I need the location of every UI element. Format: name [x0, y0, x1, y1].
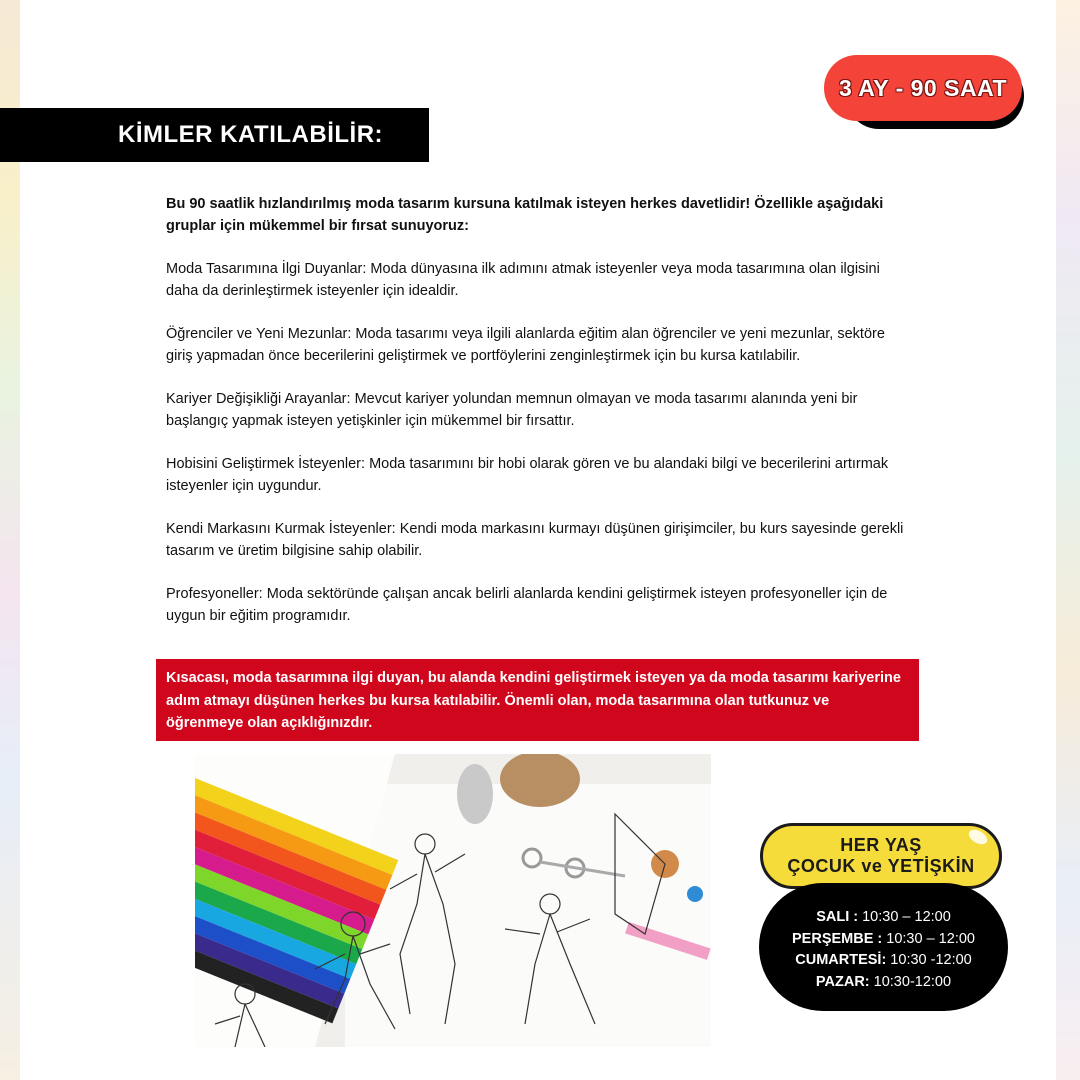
content-body	[166, 193, 914, 648]
age-badge-line1: HER YAŞ	[840, 835, 922, 855]
section-title: KİMLER KATILABİLİR:	[118, 121, 384, 148]
duration-badge-label: 3 AY - 90 SAAT	[838, 74, 1008, 101]
duration-badge-pill	[824, 55, 1022, 121]
schedule-day: SALI :	[816, 909, 859, 925]
schedule-time: 10:30 – 12:00	[882, 930, 975, 947]
schedule-row	[795, 950, 972, 972]
schedule-time: 10:30-12:00	[869, 973, 952, 990]
group-paragraph: Moda Tasarımına İlgi Duyanlar: Moda dünyasına ilk adımını atmak isteyenler veya moda tasarımına olan ilgisini daha da derinleştirmek isteyenler için idealdir.	[166, 261, 880, 299]
watercolor-border-right	[1056, 0, 1080, 1080]
age-badge-line2: ÇOCUK ve YETİŞKİN	[787, 856, 975, 876]
schedule-time: 10:30 -12:00	[886, 952, 972, 968]
duration-badge	[824, 55, 1024, 125]
schedule-day: PERŞEMBE :	[792, 930, 883, 947]
fashion-sketch-photo	[195, 754, 711, 1047]
schedule-row	[792, 929, 975, 951]
intro-paragraph: Bu 90 saatlik hızlandırılmış moda tasarım kursuna katılmak isteyen herkes davetlidir! Özellikle aşağıdaki gruplar için mükemmel bir fırsat sunuyoruz:	[166, 196, 884, 234]
age-badge	[760, 823, 1002, 889]
watercolor-border-left	[0, 0, 20, 1080]
schedule-day: CUMARTESİ:	[795, 952, 887, 968]
summary-box	[156, 659, 919, 741]
schedule-row	[816, 972, 951, 994]
group-paragraph: Hobisini Geliştirmek İsteyenler: Moda tasarımını bir hobi olarak gören ve bu alandaki bilgi ve becerilerini artırmak isteyenler için uygundur.	[166, 456, 889, 494]
schedule-day: PAZAR:	[815, 973, 870, 990]
section-title-bar	[0, 108, 429, 162]
group-paragraph: Profesyoneller: Moda sektöründe çalışan ancak belirli alanlarda kendini geliştirmek isteyen profesyoneller için de uygun bir eğitim programıdır.	[166, 586, 888, 624]
group-paragraph: Öğrenciler ve Yeni Mezunlar: Moda tasarımı veya ilgili alanlarda eğitim alan öğrenciler ve yeni mezunlar, sektöre giriş yapmadan önce becerilerini geliştirmek ve portföylerini zenginleştirmek için bu kursa katılabilir.	[166, 326, 885, 364]
schedule-box	[759, 883, 1008, 1011]
group-paragraph: Kariyer Değişikliği Arayanlar: Mevcut kariyer yolundan memnun olmayan ve moda tasarımı alanında yeni bir başlangıç yapmak isteyen yetişkinler için mükemmel bir fırsattır.	[166, 391, 858, 429]
schedule-time: 10:30 – 12:00	[858, 909, 951, 925]
group-paragraph: Kendi Markasını Kurmak İsteyenler: Kendi moda markasını kurmayı düşünen girişimciler, bu kurs sayesinde gerekli tasarım ve üretim bilgisine sahip olabilir.	[166, 521, 904, 559]
age-badge-pill	[760, 823, 1002, 889]
schedule-row	[816, 907, 951, 929]
fashion-sketch-illustration	[195, 754, 711, 1047]
summary-text: Kısacası, moda tasarımına ilgi duyan, bu alanda kendini geliştirmek isteyen ya da moda tasarımı kariyerine adım atmayı düşünen herkes bu kursa katılabilir. Önemli olan, moda tasarımına olan tutkunuz ve öğrenmeye olan açıklığınızdır.	[166, 670, 901, 731]
